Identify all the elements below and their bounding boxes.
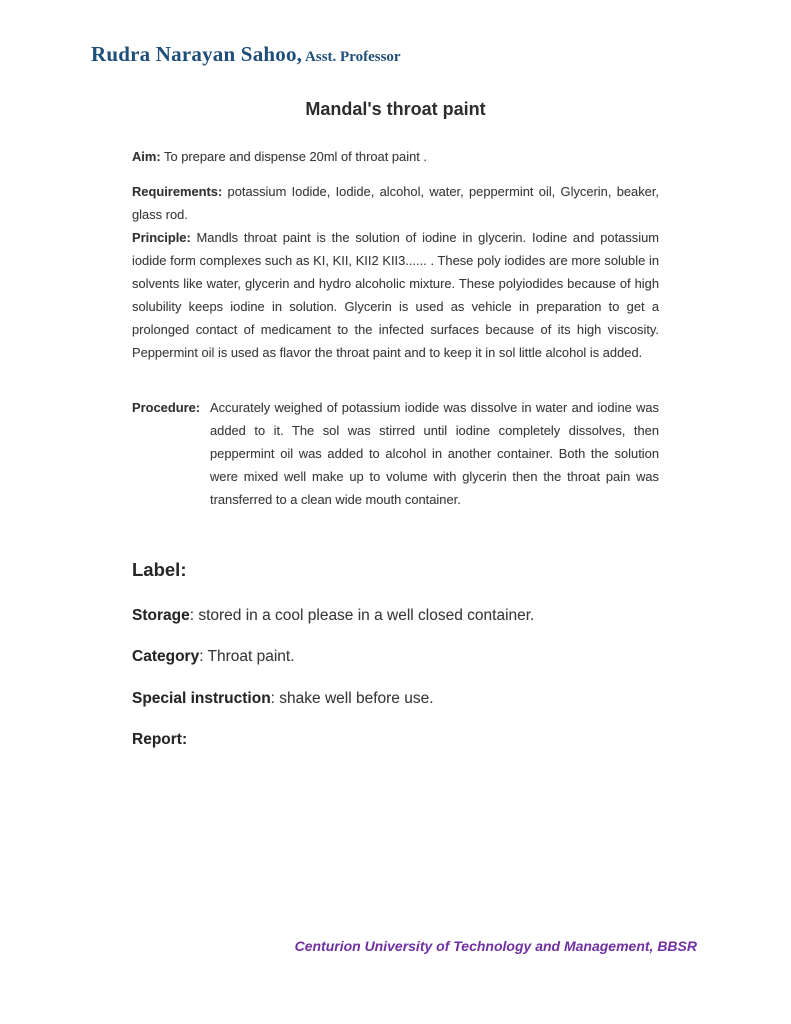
principle-paragraph bbox=[132, 226, 659, 364]
label-section-heading: Label: bbox=[132, 559, 187, 580]
category-text: : Throat paint. bbox=[199, 648, 295, 665]
storage-text: : stored in a cool please in a well closed container. bbox=[189, 607, 535, 624]
procedure-text: Accurately weighed of potassium iodide was dissolve in water and iodine was added to it. The sol was stirred until iodine completely dissolves, then peppermint oil was added to alcohol in another container. Both the solution were mixed well make up to volume with glycerin then the throat pain was transferred to a clean wide mouth container. bbox=[210, 400, 659, 507]
aim-label: Aim: bbox=[132, 149, 161, 164]
university-footer: Centurion University of Technology and Management, BBSR bbox=[294, 938, 697, 954]
author-role: Asst. Professor bbox=[302, 49, 401, 65]
requirements-text: potassium Iodide, Iodide, alcohol, water, peppermint oil, Glycerin, beaker, glass rod. bbox=[132, 184, 659, 222]
category-label: Category bbox=[132, 648, 200, 665]
requirements-paragraph bbox=[132, 180, 659, 226]
special-instruction-label: Special instruction bbox=[132, 690, 271, 707]
author-name: Rudra Narayan Sahoo, bbox=[91, 42, 303, 66]
procedure-paragraph bbox=[132, 396, 659, 511]
special-instruction-line bbox=[132, 690, 434, 708]
storage-line bbox=[132, 607, 534, 625]
document-title: Mandal's throat paint bbox=[305, 99, 486, 119]
aim-paragraph bbox=[132, 145, 659, 168]
aim-text: To prepare and dispense 20ml of throat paint . bbox=[160, 149, 427, 164]
procedure-label: Procedure: bbox=[132, 400, 201, 415]
principle-label: Principle: bbox=[132, 230, 191, 245]
category-line bbox=[132, 648, 295, 666]
special-instruction-text: : shake well before use. bbox=[270, 690, 434, 707]
requirements-label: Requirements: bbox=[132, 184, 223, 199]
principle-text: Mandls throat paint is the solution of iodine in glycerin. Iodine and potassium iodide form complexes such as KI, KII, KII2 KII3...... . These poly iodides are more soluble in solvents like water, glycerin and hydro alcoholic mixture. These polyiodides because of high solubility keeps iodine in solution. Glycerin is used as vehicle in preparation to get a prolonged contact of medicament to the infected surfaces because of its high viscosity. Peppermint oil is used as flavor the throat paint and to keep it in sol little alcohol is added. bbox=[132, 230, 659, 360]
storage-label: Storage bbox=[132, 607, 190, 624]
author-header bbox=[91, 42, 401, 67]
report-line bbox=[132, 731, 187, 749]
report-label: Report: bbox=[132, 731, 188, 748]
